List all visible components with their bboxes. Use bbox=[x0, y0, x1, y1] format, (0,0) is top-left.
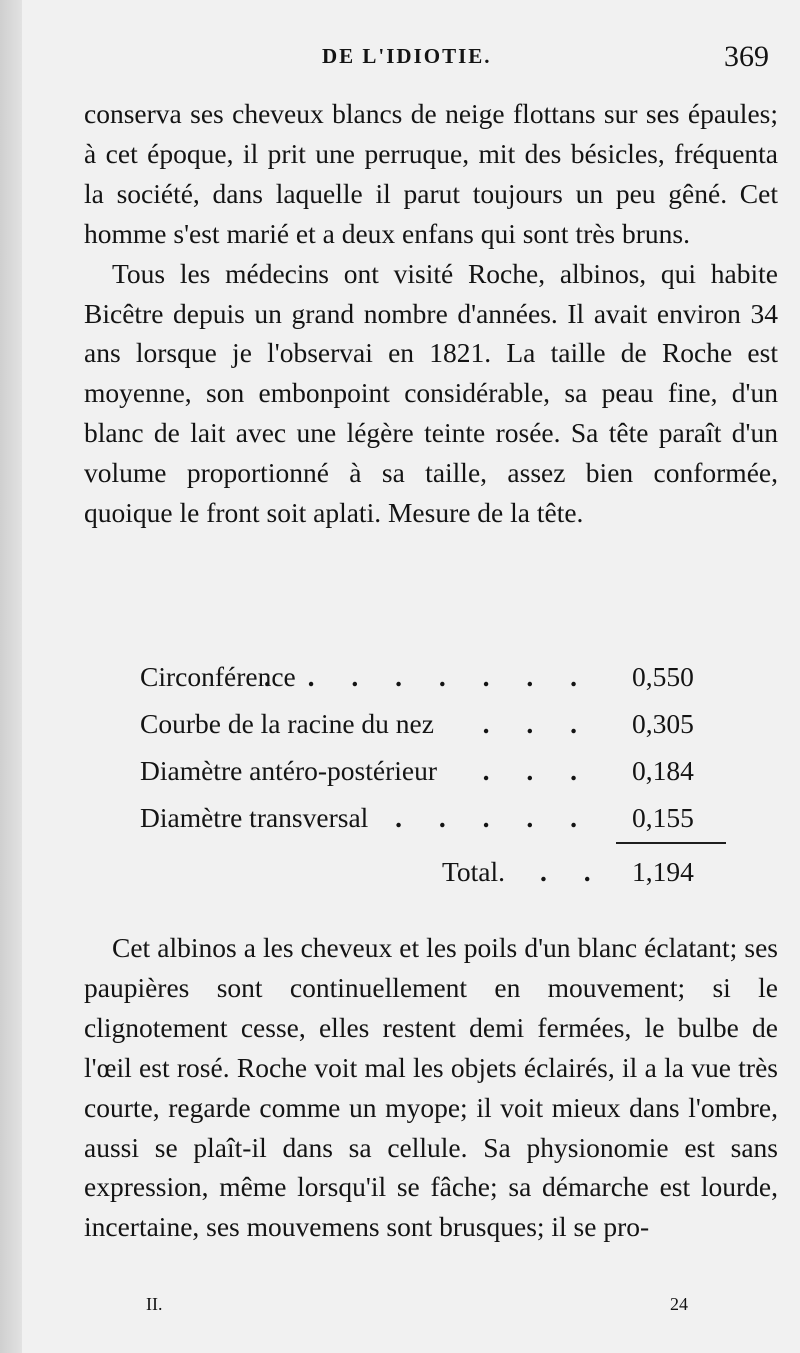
total-row bbox=[140, 848, 730, 895]
measure-value: 0,155 bbox=[632, 802, 694, 833]
table-row bbox=[140, 794, 730, 841]
dot-leader: . . . . . . . . bbox=[263, 661, 592, 692]
book-page bbox=[22, 0, 800, 1353]
table-row bbox=[140, 700, 730, 747]
page-gutter bbox=[0, 0, 22, 1353]
dot-leader: . . . bbox=[482, 755, 592, 786]
total-label: Total. bbox=[442, 856, 505, 887]
sum-rule bbox=[616, 842, 726, 844]
signature-mark: II. bbox=[146, 1294, 163, 1314]
text-block-bottom bbox=[84, 928, 778, 1247]
running-title: DE L'IDIOTIE. bbox=[322, 44, 492, 68]
measure-label: Circonférence bbox=[140, 661, 296, 692]
measure-value: 0,305 bbox=[632, 708, 694, 739]
measure-value: 0,550 bbox=[632, 661, 694, 692]
measure-label: Diamètre transversal bbox=[140, 802, 369, 833]
dot-leader: . . bbox=[540, 856, 606, 887]
table-row bbox=[140, 747, 730, 794]
paragraph-continued: conserva ses cheveux blancs de neige flottans sur ses épaules; à cet époque, il prit une perruque, mit des bésicles, fréquenta la société, dans laquelle il parut toujours un peu gêné. Cet homme s'est marié et a deux enfans qui sont très bruns. bbox=[84, 98, 778, 249]
table-row bbox=[140, 653, 730, 700]
measure-label: Diamètre antéro-postérieur bbox=[140, 755, 438, 786]
dot-leader: . . . . . bbox=[395, 802, 592, 833]
measure-value: 0,184 bbox=[632, 755, 694, 786]
text-block-top bbox=[84, 94, 778, 533]
total-value: 1,194 bbox=[632, 856, 694, 887]
dot-leader: . . . bbox=[482, 708, 592, 739]
measure-label: Courbe de la racine du nez bbox=[140, 708, 434, 739]
paragraph-roche: Tous les médecins ont visité Roche, albinos, qui habite Bicêtre depuis un grand nombre d'années. Il avait environ 34 ans lorsque je l'observai en 1821. La taille de Roche est moyenne, son embonpoint considérable, sa peau fine, d'un blanc de lait avec une légère teinte rosée. Sa tête paraît d'un volume proportionné à sa taille, assez bien conformée, quoique le front soit aplati. Mesure de la tête. bbox=[84, 257, 778, 529]
paragraph-albinos: Cet albinos a les cheveux et les poils d'un blanc éclatant; ses paupières sont continuellement en mouvement; si le clignotement cesse, elles restent demi fermées, le bulbe de l'œil est rosé. Roche voit mal les objets éclairés, il a la vue très courte, regarde comme un myope; il voit mieux dans l'ombre, aussi se plaît-il dans sa cellule. Sa physionomie est sans expression, même lorsqu'il se fâche; sa démarche est lourde, incertaine, ses mouvemens sont brusques; il se pro- bbox=[84, 932, 778, 1243]
sheet-number: 24 bbox=[670, 1294, 688, 1314]
page-number: 369 bbox=[724, 40, 769, 73]
measurement-table bbox=[140, 653, 730, 841]
